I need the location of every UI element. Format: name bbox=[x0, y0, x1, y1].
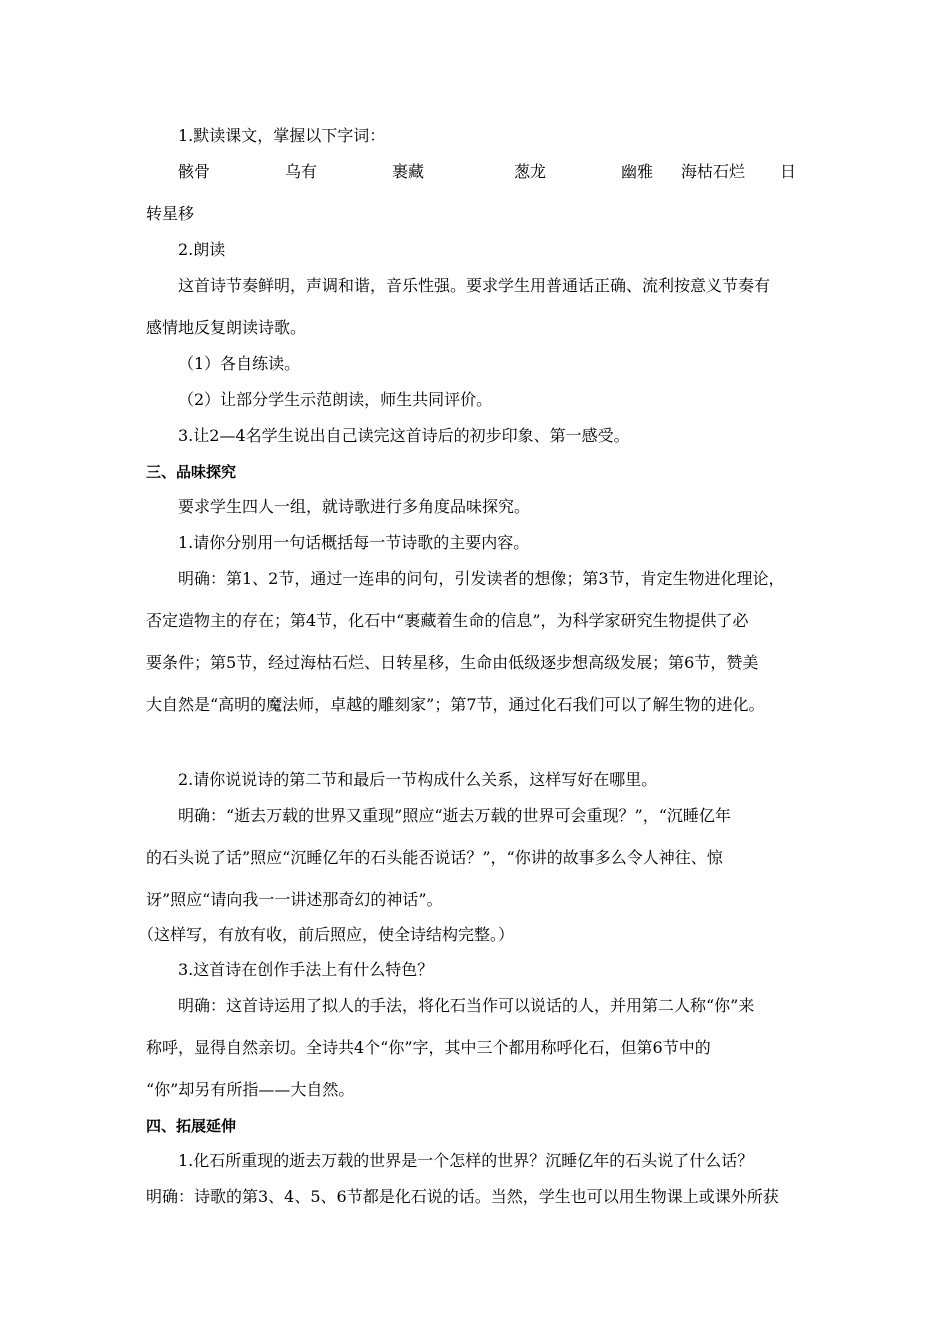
answer-line: 要条件；第5节，经过海枯石烂、日转星移，生命由低级逐步想高级发展；第6节，赞美 bbox=[146, 653, 759, 672]
question-text: 3.这首诗在创作手法上有什么特色？ bbox=[178, 960, 434, 979]
answer-line: 的石头说了话”照应“沉睡亿年的石头能否说话？”，“你讲的故事多么令人神往、惊 bbox=[146, 848, 723, 867]
question-text: 1.请你分别用一句话概括每一节诗歌的主要内容。 bbox=[178, 533, 530, 552]
vocab-word: 幽雅 bbox=[621, 162, 654, 181]
item-3-text: 3.让2—4名学生说出自己读完这首诗后的初步印象、第一感受。 bbox=[178, 426, 630, 445]
answer-line: 称呼，显得自然亲切。全诗共4个“你”字，其中三个都用称呼化石，但第6节中的 bbox=[146, 1038, 711, 1057]
paragraph-line: 要求学生四人一组，就诗歌进行多角度品味探究。 bbox=[178, 497, 531, 516]
answer-line: 明确：诗歌的第3、4、5、6节都是化石说的话。当然，学生也可以用生物课上或课外所获 bbox=[146, 1187, 779, 1206]
vocab-word: 乌有 bbox=[285, 162, 318, 181]
vocab-word: 海枯石烂 bbox=[681, 162, 746, 181]
sub-item-text: （2）让部分学生示范朗读，师生共同评价。 bbox=[178, 390, 493, 409]
answer-line: 大自然是“高明的魔法师，卓越的雕刻家”；第7节，通过化石我们可以了解生物的进化。 bbox=[146, 695, 765, 714]
answer-line: 讶”照应“请向我一一讲述那奇幻的神话”。 bbox=[146, 890, 443, 909]
answer-line: 明确：这首诗运用了拟人的手法，将化石当作可以说话的人，并用第二人称“你”来 bbox=[178, 996, 755, 1015]
vocab-word: 葱龙 bbox=[514, 162, 547, 181]
vocab-word-continued: 转星移 bbox=[146, 204, 195, 223]
section-heading: 四、拓展延伸 bbox=[146, 1117, 237, 1135]
item-2-text: 2.朗读 bbox=[178, 240, 226, 259]
vocab-word: 骸骨 bbox=[178, 162, 211, 181]
vocab-word: 裹藏 bbox=[392, 162, 425, 181]
vocab-word: 日 bbox=[780, 162, 797, 181]
question-text: 2.请你说说诗的第二节和最后一节构成什么关系，这样写好在哪里。 bbox=[178, 770, 658, 789]
answer-line: 否定造物主的存在；第4节，化石中“裹藏着生命的信息”，为科学家研究生物提供了必 bbox=[146, 611, 749, 630]
sub-item-text: （1）各自练读。 bbox=[178, 354, 301, 373]
question-text: 1.化石所重现的逝去万载的世界是一个怎样的世界？沉睡亿年的石头说了什么话？ bbox=[178, 1151, 754, 1170]
paragraph-line: 这首诗节奏鲜明，声调和谐，音乐性强。要求学生用普通话正确、流利按意义节奏有 bbox=[178, 276, 771, 295]
note-text: （这样写，有放有收，前后照应，使全诗结构完整。） bbox=[138, 925, 515, 944]
answer-line: 明确：第1、2节，通过一连串的问句，引发读者的想像；第3节，肯定生物进化理论， bbox=[178, 569, 785, 588]
item-1-text: 1.默读课文，掌握以下字词： bbox=[178, 126, 386, 145]
answer-line: 明确：“逝去万载的世界又重现”照应“逝去万载的世界可会重现？”，“沉睡亿年 bbox=[178, 806, 731, 825]
section-heading: 三、品味探究 bbox=[146, 463, 237, 481]
paragraph-line: 感情地反复朗读诗歌。 bbox=[146, 318, 307, 337]
answer-line: “你”却另有所指——大自然。 bbox=[146, 1080, 355, 1099]
